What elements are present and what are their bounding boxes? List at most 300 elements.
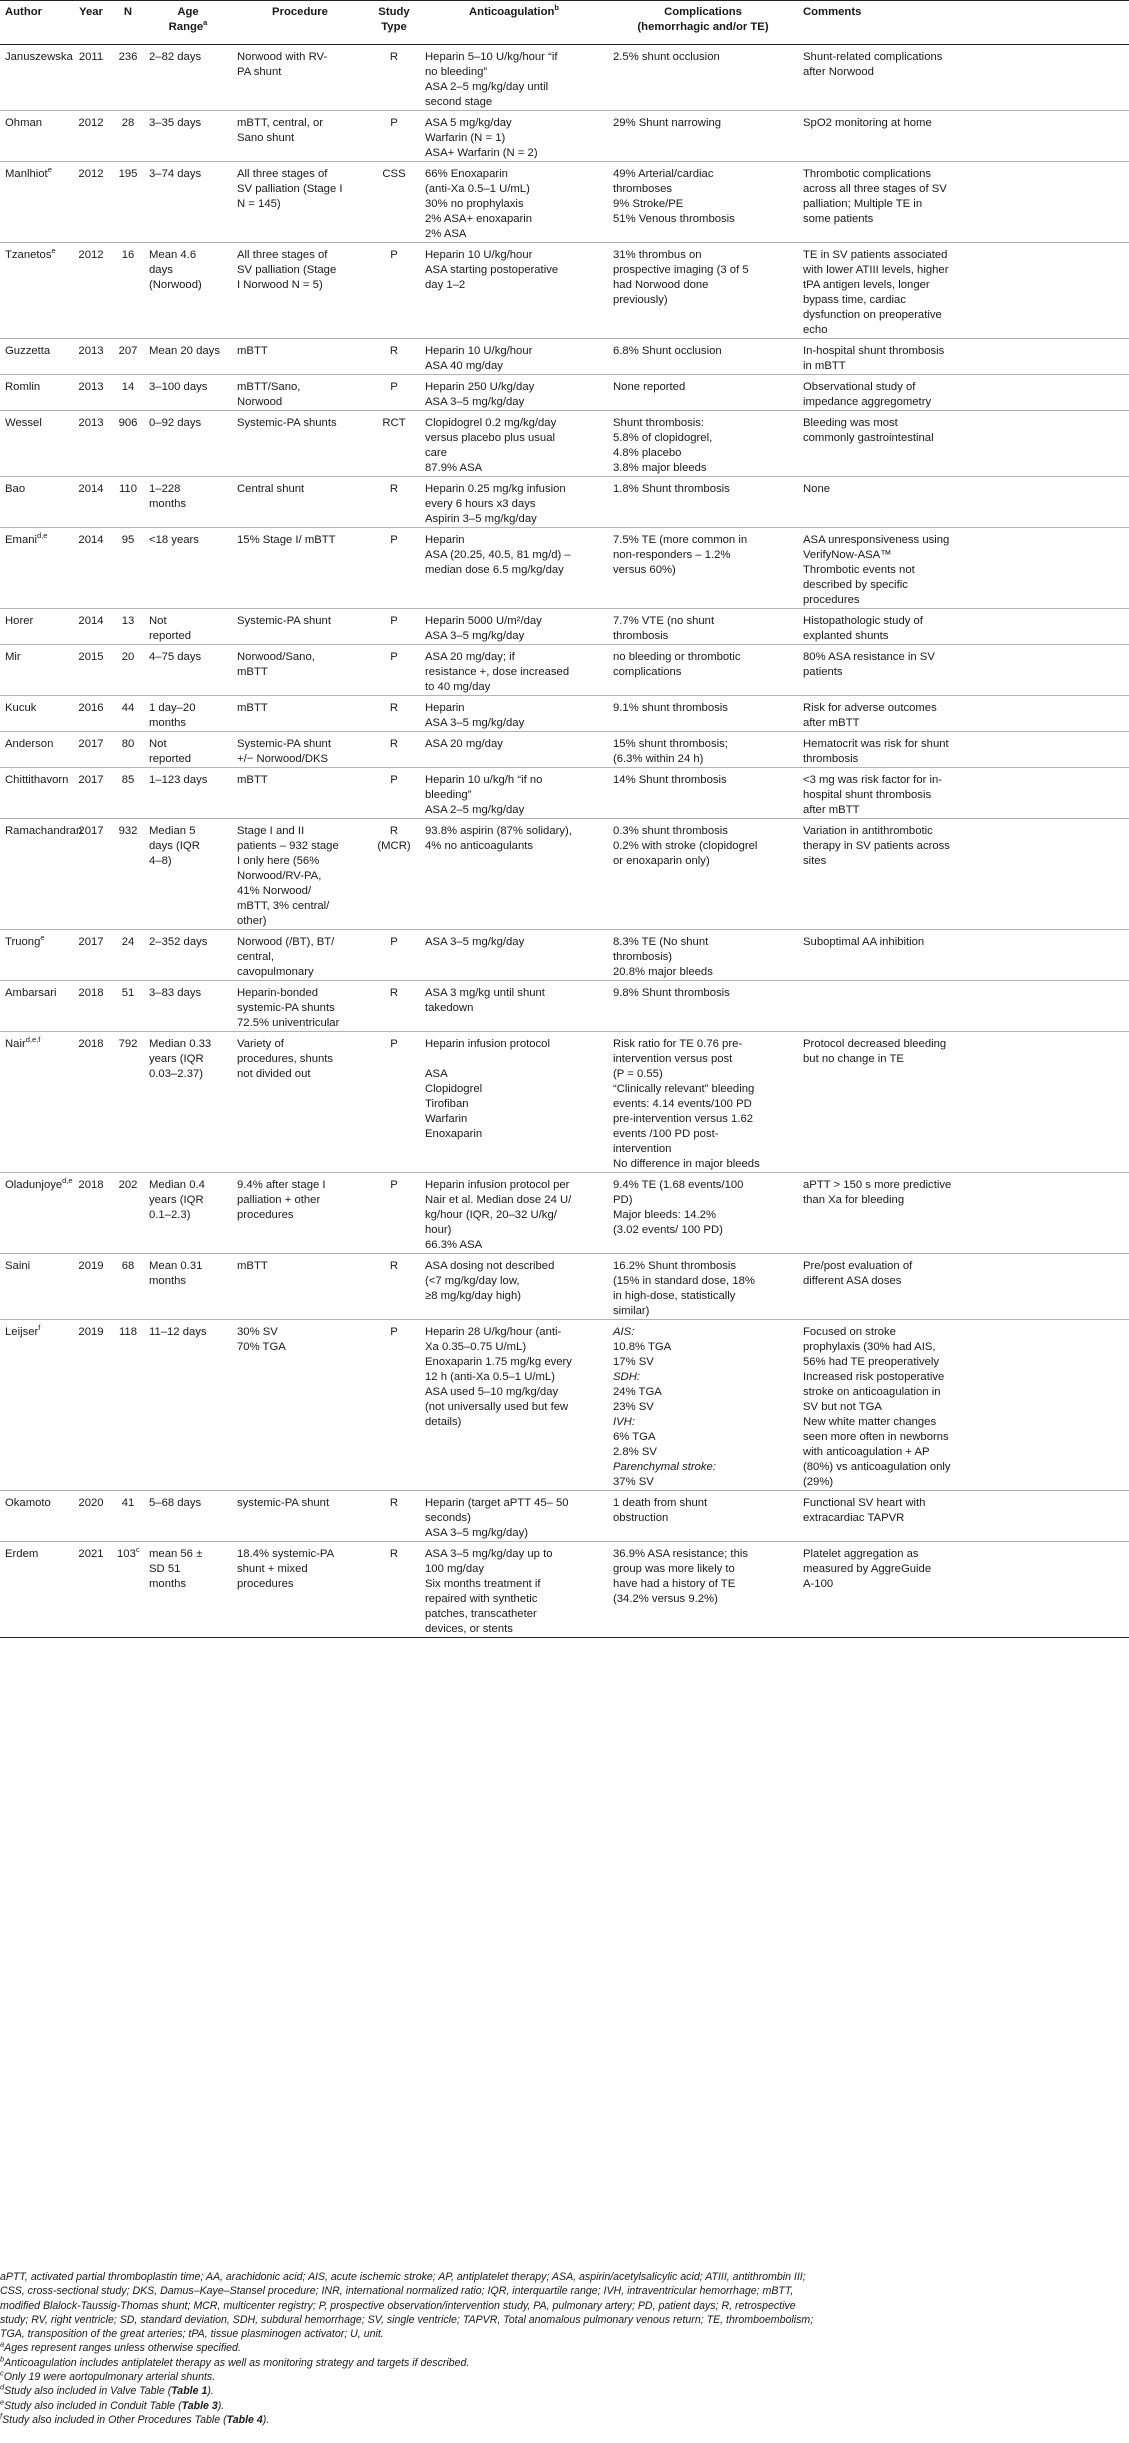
n-cell xyxy=(112,1491,144,1542)
cell-line: procedures xyxy=(237,1209,294,1221)
year-value: 2013 xyxy=(78,345,104,357)
n-value: 44 xyxy=(121,702,135,714)
cell-line: mBTT xyxy=(237,345,268,357)
cell-line: Warfarin (N = 1) xyxy=(425,132,506,144)
study-type-cell xyxy=(368,645,420,696)
author-cell xyxy=(0,819,83,930)
cell-line: months xyxy=(149,498,187,510)
comments-cell xyxy=(798,477,1129,528)
cell-line: I Norwood N = 5) xyxy=(237,279,323,291)
cell-line: (80%) vs anticoagulation only xyxy=(803,1461,951,1473)
cell-line: Median 0.4 xyxy=(149,1179,205,1191)
cell-line: 24% TGA xyxy=(613,1386,662,1398)
table-row xyxy=(0,981,1129,1032)
author-cell xyxy=(0,45,73,111)
cell-line: A-100 xyxy=(803,1578,834,1590)
cell-line: prospective imaging (3 of 5 xyxy=(613,264,749,276)
study-type-cell xyxy=(368,1491,420,1542)
footnote-mark: d,e xyxy=(37,531,48,541)
study-type-cell xyxy=(368,981,420,1032)
cell-line: versus 60%) xyxy=(613,564,676,576)
age-range-cell xyxy=(144,930,232,981)
cell-line: Central shunt xyxy=(237,483,305,495)
anticoagulation-cell xyxy=(420,645,608,696)
footnote-mark: e xyxy=(0,2397,5,2407)
comments-cell xyxy=(798,696,1129,732)
cell-line: patients – 932 stage xyxy=(237,840,339,852)
cell-line: ASA+ Warfarin (N = 2) xyxy=(425,147,538,159)
n-value: 14 xyxy=(121,381,135,393)
cell-line: 3–83 days xyxy=(149,987,202,999)
author-name: Saini xyxy=(5,1260,31,1272)
comments-cell xyxy=(798,981,1129,1032)
cell-line: (Norwood) xyxy=(149,279,202,291)
procedure-cell xyxy=(232,930,368,981)
cell-line: similar) xyxy=(613,1305,650,1317)
procedure-cell xyxy=(232,1320,368,1491)
cell-line: R xyxy=(389,1260,399,1272)
cell-line: described by specific xyxy=(803,579,908,591)
author-cell xyxy=(0,981,70,1032)
anticoagulation-cell xyxy=(420,1032,608,1173)
anticoagulation-cell xyxy=(420,768,608,819)
procedure-cell xyxy=(232,1491,368,1542)
cell-line: Major bleeds: 14.2% xyxy=(613,1209,716,1221)
cell-line: (15% in standard dose, 18% xyxy=(613,1275,755,1287)
age-range-cell xyxy=(144,1032,232,1173)
table-row xyxy=(0,111,1129,162)
cell-line: New white matter changes xyxy=(803,1416,937,1428)
table-row xyxy=(0,732,1129,768)
cell-line: had Norwood done xyxy=(613,279,709,291)
n-cell xyxy=(112,819,144,930)
anticoagulation-cell xyxy=(420,1542,608,1638)
cell-line: Shunt-related complications xyxy=(803,51,943,63)
cell-line: R xyxy=(389,738,399,750)
header-line: Age xyxy=(177,6,199,18)
header-line: Type xyxy=(381,21,407,33)
cell-line: mBTT, 3% central/ xyxy=(237,900,330,912)
cell-line: 93.8% aspirin (87% solidary), xyxy=(425,825,572,837)
footnote-mark: e xyxy=(51,246,56,256)
header-line: Year xyxy=(79,6,103,18)
cell-line: Norwood xyxy=(237,396,283,408)
cell-line: Suboptimal AA inhibition xyxy=(803,936,925,948)
cell-line: 51% Venous thrombosis xyxy=(613,213,735,225)
cell-line: Systemic-PA shunt xyxy=(237,738,331,750)
author-name: Anderson xyxy=(5,738,54,750)
author-cell xyxy=(0,609,70,645)
cell-line: shunt + mixed xyxy=(237,1563,308,1575)
n-cell xyxy=(112,411,144,477)
cell-line: <18 years xyxy=(149,534,199,546)
n-cell xyxy=(112,645,144,696)
column-header xyxy=(112,1,144,45)
age-range-cell xyxy=(144,411,232,477)
cell-line: ASA 3 mg/kg until shunt xyxy=(425,987,545,999)
cell-line: ASA 2–5 mg/kg/day xyxy=(425,804,525,816)
cell-line: (P = 0.55) xyxy=(613,1068,663,1080)
age-range-cell xyxy=(144,375,232,411)
table-row xyxy=(0,1254,1129,1320)
year-value: 2012 xyxy=(78,249,104,261)
author-cell xyxy=(0,1491,70,1542)
n-cell xyxy=(112,930,144,981)
cell-line: days xyxy=(149,264,173,276)
cell-line: ASA 3–5 mg/kg/day) xyxy=(425,1527,528,1539)
cell-line: mBTT/Sano, xyxy=(237,381,301,393)
author-name: Tzanetos xyxy=(5,249,52,261)
age-range-cell xyxy=(144,1542,232,1638)
cell-line: 30% SV xyxy=(237,1326,278,1338)
cell-line: no bleeding” xyxy=(425,66,488,78)
n-value: 906 xyxy=(118,417,138,429)
cell-line: patches, transcatheter xyxy=(425,1608,537,1620)
n-cell xyxy=(112,696,144,732)
footnote-text: Study also included in Other Procedures Table ( xyxy=(2,2413,227,2426)
cell-line: ASA used 5–10 mg/kg/day xyxy=(425,1386,559,1398)
age-range-cell xyxy=(144,609,232,645)
table-row xyxy=(0,1032,1129,1173)
comments-cell xyxy=(798,243,1129,339)
cell-line: 72.5% univentricular xyxy=(237,1017,340,1029)
cell-line: None xyxy=(803,483,831,495)
study-type-cell xyxy=(368,1254,420,1320)
cell-line: versus placebo plus usual xyxy=(425,432,555,444)
age-range-cell xyxy=(144,981,232,1032)
n-cell xyxy=(112,45,144,111)
anticoagulation-cell xyxy=(420,1173,608,1254)
cell-line: 1 day–20 xyxy=(149,702,196,714)
column-header xyxy=(144,1,232,45)
cell-line: Median 5 xyxy=(149,825,196,837)
cell-line: measured by AggreGuide xyxy=(803,1563,932,1575)
comments-cell xyxy=(798,930,1129,981)
cell-line: Hematocrit was risk for shunt xyxy=(803,738,949,750)
cell-line: details) xyxy=(425,1416,462,1428)
cell-line: seconds) xyxy=(425,1512,471,1524)
cell-line: 3.8% major bleeds xyxy=(613,462,707,474)
year-value: 2012 xyxy=(78,117,104,129)
column-header xyxy=(420,1,608,45)
cell-line: 11–12 days xyxy=(149,1326,207,1338)
cell-line: 1–123 days xyxy=(149,774,208,786)
n-cell xyxy=(112,111,144,162)
complications-cell xyxy=(608,477,798,528)
cell-line: previously) xyxy=(613,294,668,306)
cell-line: Heparin infusion protocol xyxy=(425,1038,550,1050)
cell-line: some patients xyxy=(803,213,874,225)
year-value: 2019 xyxy=(78,1326,104,1338)
anticoagulation-cell xyxy=(420,1254,608,1320)
table-body xyxy=(0,45,1129,1638)
author-name: Guzzetta xyxy=(5,345,51,357)
cell-line: every 6 hours x3 days xyxy=(425,498,536,510)
study-type-cell xyxy=(368,162,420,243)
cell-line: Mean 0.31 xyxy=(149,1260,203,1272)
year-cell xyxy=(70,411,112,477)
column-header xyxy=(70,1,112,45)
author-cell xyxy=(0,528,70,609)
cell-line: Norwood with RV- xyxy=(237,51,328,63)
anticoagulation-cell xyxy=(420,1320,608,1491)
cell-line: Heparin-bonded xyxy=(237,987,319,999)
cell-line: second stage xyxy=(425,96,493,108)
complications-cell xyxy=(608,645,798,696)
anticoagulation-cell xyxy=(420,732,608,768)
author-cell xyxy=(0,696,70,732)
cell-line: Mean 4.6 xyxy=(149,249,197,261)
cell-line: Norwood/RV-PA, xyxy=(237,870,322,882)
author-cell xyxy=(0,339,70,375)
complications-cell xyxy=(608,1491,798,1542)
n-cell xyxy=(112,1032,144,1173)
procedure-cell xyxy=(232,819,368,930)
cell-line: takedown xyxy=(425,1002,474,1014)
cell-line: mBTT xyxy=(237,702,268,714)
anticoagulation-cell xyxy=(420,819,608,930)
procedure-cell xyxy=(232,411,368,477)
study-type-cell xyxy=(368,930,420,981)
study-type-cell xyxy=(368,528,420,609)
table-row xyxy=(0,819,1129,930)
cell-line: or enoxaparin only) xyxy=(613,855,710,867)
footnote-line xyxy=(0,2370,1129,2384)
cell-line: Nair et al. Median dose 24 U/ xyxy=(425,1194,572,1206)
anticoagulation-cell xyxy=(420,1491,608,1542)
year-cell xyxy=(70,528,112,609)
cell-line: Norwood/Sano, xyxy=(237,651,315,663)
cell-line: (<7 mg/kg/day low, xyxy=(425,1275,520,1287)
procedure-cell xyxy=(232,243,368,339)
cell-line: Risk for adverse outcomes xyxy=(803,702,937,714)
header-line: Anticoagulation$^b$ xyxy=(469,3,559,18)
cell-line: Parenchymal stroke: xyxy=(613,1461,716,1473)
procedure-cell xyxy=(232,696,368,732)
study-type-cell xyxy=(368,45,420,111)
cell-line: ASA dosing not described xyxy=(425,1260,555,1272)
cell-line: hour) xyxy=(425,1224,452,1236)
cell-line: (6.3% within 24 h) xyxy=(613,753,704,765)
procedure-cell xyxy=(232,45,368,111)
comments-cell xyxy=(798,768,1129,819)
cell-line: R xyxy=(389,825,399,837)
cell-line: 9.1% shunt thrombosis xyxy=(613,702,728,714)
cell-line: I only here (56% xyxy=(237,855,320,867)
cell-line: AIS: xyxy=(613,1326,635,1338)
cell-line: 2–352 days xyxy=(149,936,208,948)
year-cell xyxy=(70,1491,112,1542)
n-cell xyxy=(112,162,144,243)
header-line: Study xyxy=(378,6,410,18)
n-value: 118 xyxy=(118,1326,137,1338)
cell-line: SD 51 xyxy=(149,1563,181,1575)
study-type-cell xyxy=(368,243,420,339)
age-range-cell xyxy=(144,819,232,930)
cell-line: thrombosis xyxy=(803,753,859,765)
column-header xyxy=(232,1,368,45)
procedure-cell xyxy=(232,981,368,1032)
cell-line: mBTT xyxy=(237,666,268,678)
cell-line: mBTT xyxy=(237,1260,268,1272)
abbreviation-line: modified Blalock-Taussig-Thomas shunt; MCR, multicenter registry; P, prospective observation/intervention study, PA, pulmonary artery; PD, patient days; R, retrospective xyxy=(0,2299,796,2312)
complications-cell xyxy=(608,1542,798,1638)
study-type-cell xyxy=(368,696,420,732)
cell-line: (34.2% versus 9.2%) xyxy=(613,1593,718,1605)
cell-line: ASA 5 mg/kg/day xyxy=(425,117,512,129)
n-cell xyxy=(112,1173,144,1254)
n-cell xyxy=(112,1320,144,1491)
cell-line: after mBTT xyxy=(803,717,860,729)
cell-line: 7.5% TE (more common in xyxy=(613,534,748,546)
cell-line: Heparin 28 U/kg/hour (anti- xyxy=(425,1326,562,1338)
year-cell xyxy=(70,477,112,528)
author-cell xyxy=(0,243,70,339)
anticoagulation-cell xyxy=(420,111,608,162)
cell-line: years (IQR xyxy=(149,1194,204,1206)
n-value: 195 xyxy=(118,168,138,180)
cell-line: Not xyxy=(149,615,167,627)
year-value: 2018 xyxy=(78,1038,104,1050)
cell-line: 41% Norwood/ xyxy=(237,885,312,897)
cell-line: (3.02 events/ 100 PD) xyxy=(613,1224,723,1236)
cell-line: dysfunction on preoperative xyxy=(803,309,942,321)
cell-line: 15% Stage I/ mBTT xyxy=(237,534,336,546)
cell-line: aPTT > 150 s more predictive xyxy=(803,1179,952,1191)
procedure-cell xyxy=(232,477,368,528)
cell-line: Variety of xyxy=(237,1038,284,1050)
cell-line: repaired with synthetic xyxy=(425,1593,538,1605)
footnote-mark: d,e xyxy=(62,1176,73,1186)
study-type-cell xyxy=(368,477,420,528)
cell-line: across all three stages of SV xyxy=(803,183,947,195)
cell-line: In-hospital shunt thrombosis xyxy=(803,345,945,357)
cell-line: thrombosis) xyxy=(613,951,673,963)
year-value: 2017 xyxy=(78,738,104,750)
complications-cell xyxy=(608,768,798,819)
cell-line: months xyxy=(149,717,187,729)
cell-line: TE in SV patients associated xyxy=(803,249,948,261)
cell-line: echo xyxy=(803,324,828,336)
table-row xyxy=(0,45,1129,111)
cell-line: RCT xyxy=(382,417,406,429)
n-value: 20 xyxy=(121,651,135,663)
footnote-mark: e xyxy=(47,165,52,175)
author-name: Erdem xyxy=(5,1548,39,1560)
cell-line: Focused on stroke xyxy=(803,1326,896,1338)
author-name: Oladunjoye xyxy=(5,1179,63,1191)
cell-line: intervention versus post xyxy=(613,1053,733,1065)
cell-line: extracardiac TAPVR xyxy=(803,1512,905,1524)
procedure-cell xyxy=(232,609,368,645)
cell-line: 9% Stroke/PE xyxy=(613,198,684,210)
table-row xyxy=(0,411,1129,477)
footnote-text-end: ). xyxy=(207,2385,214,2398)
table-row xyxy=(0,645,1129,696)
footnote-line xyxy=(0,2356,1129,2370)
cell-line: None reported xyxy=(613,381,686,393)
cell-line: Thrombotic complications xyxy=(803,168,932,180)
cell-line: Heparin 250 U/kg/day xyxy=(425,381,535,393)
cell-line: 37% SV xyxy=(613,1476,654,1488)
complications-cell xyxy=(608,45,798,111)
cell-line: 29% Shunt narrowing xyxy=(613,117,722,129)
cell-line: 1–228 xyxy=(149,483,181,495)
comments-cell xyxy=(798,645,1129,696)
cell-line: Median 0.33 xyxy=(149,1038,212,1050)
year-value: 2018 xyxy=(78,1179,104,1191)
procedure-cell xyxy=(232,339,368,375)
table-row xyxy=(0,930,1129,981)
cell-line: mBTT, central, or xyxy=(237,117,324,129)
anticoagulation-cell xyxy=(420,930,608,981)
year-value: 2016 xyxy=(78,702,104,714)
cell-line: Norwood (/BT), BT/ xyxy=(237,936,335,948)
cell-line: P xyxy=(390,615,398,627)
author-name: Chittithavorn xyxy=(5,774,69,786)
n-value: 28 xyxy=(121,117,135,129)
cell-line: No difference in major bleeds xyxy=(613,1158,760,1170)
cell-line: ASA 20 mg/day xyxy=(425,738,503,750)
complications-cell xyxy=(608,528,798,609)
comments-cell xyxy=(798,411,1129,477)
footnote-line xyxy=(0,2384,1129,2398)
cell-line: obstruction xyxy=(613,1512,669,1524)
cell-line: palliation + other xyxy=(237,1194,321,1206)
year-cell xyxy=(70,375,112,411)
author-cell xyxy=(0,732,70,768)
n-cell xyxy=(112,375,144,411)
procedure-cell xyxy=(232,528,368,609)
cell-line: pre-intervention versus 1.62 xyxy=(613,1113,754,1125)
cell-line: (29%) xyxy=(803,1476,834,1488)
complications-cell xyxy=(608,411,798,477)
cell-line: thrombosis xyxy=(613,630,669,642)
study-type-cell xyxy=(368,339,420,375)
procedure-cell xyxy=(232,1173,368,1254)
cell-line: mBTT xyxy=(237,774,268,786)
cell-line: R xyxy=(389,1497,399,1509)
age-range-cell xyxy=(144,696,232,732)
cell-line: central, xyxy=(237,951,275,963)
author-cell xyxy=(0,477,70,528)
cell-line: ASA 20 mg/day; if xyxy=(425,651,515,663)
comments-cell xyxy=(798,375,1129,411)
comments-cell xyxy=(798,1254,1129,1320)
cell-line: 2–82 days xyxy=(149,51,202,63)
comments-cell xyxy=(798,162,1129,243)
complications-cell xyxy=(608,1173,798,1254)
cell-line: seen more often in newborns xyxy=(803,1431,949,1443)
cell-line: Platelet aggregation as xyxy=(803,1548,919,1560)
cell-line: R xyxy=(389,1548,399,1560)
footnote-mark: e xyxy=(40,933,45,943)
n-cell xyxy=(112,243,144,339)
cell-line: 16.2% Shunt thrombosis xyxy=(613,1260,737,1272)
year-value: 2019 xyxy=(78,1260,104,1272)
cell-line: P xyxy=(390,1326,398,1338)
cell-line: Systemic-PA shunt xyxy=(237,615,331,627)
cell-line: Bleeding was most xyxy=(803,417,898,429)
cell-line: PD) xyxy=(613,1194,633,1206)
cell-line: intervention xyxy=(613,1143,672,1155)
footnote-mark: f xyxy=(38,1323,41,1333)
year-cell xyxy=(70,732,112,768)
cell-line: 20.8% major bleeds xyxy=(613,966,713,978)
year-value: 2020 xyxy=(78,1497,104,1509)
n-value: 110 xyxy=(118,483,137,495)
author-cell xyxy=(0,1254,70,1320)
